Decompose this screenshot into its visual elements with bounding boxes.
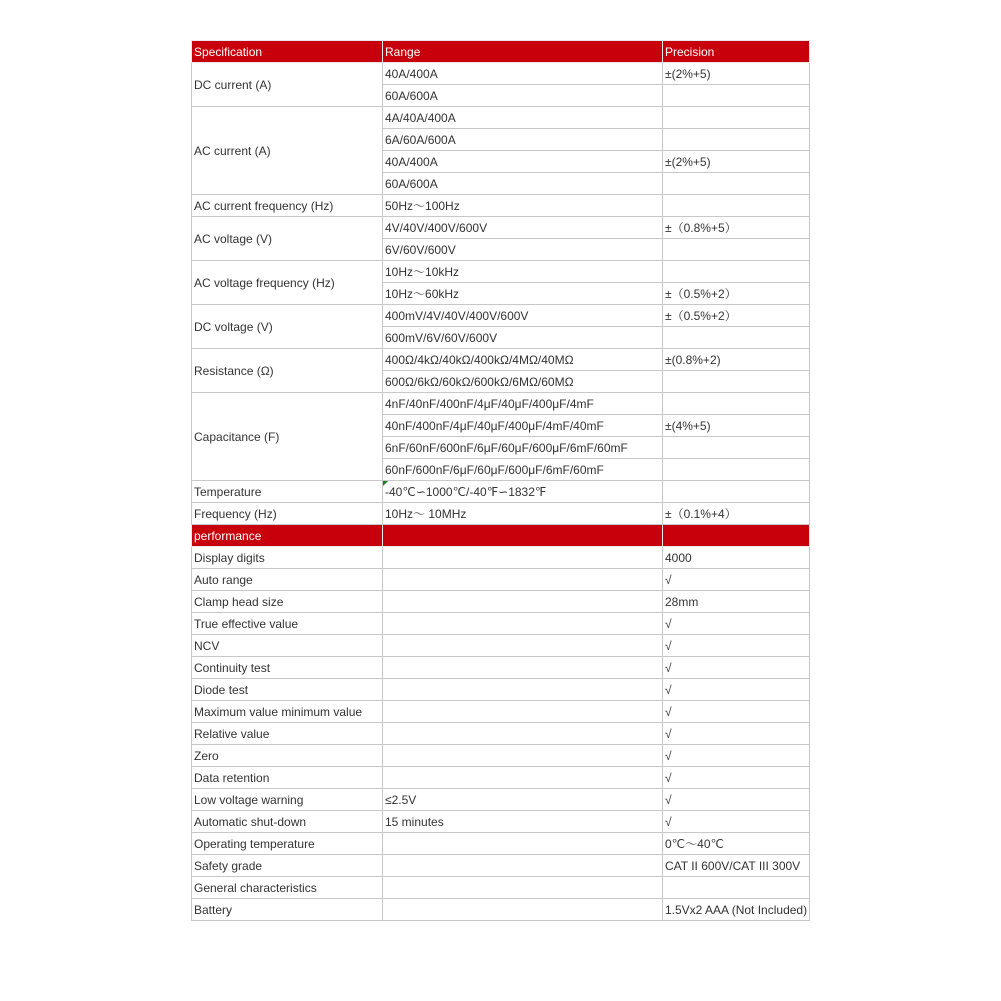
range-cell: 6A/60A/600A xyxy=(383,129,663,151)
range-cell: 4nF/40nF/400nF/4μF/40μF/400μF/4mF xyxy=(383,393,663,415)
table-header-row xyxy=(192,41,810,63)
perf-label-cell: Data retention xyxy=(192,767,383,789)
range-cell: 6nF/60nF/600nF/6μF/60μF/600μF/6mF/60mF xyxy=(383,437,663,459)
table-row xyxy=(192,305,810,327)
spec-label-dc-voltage: DC voltage (V) xyxy=(192,305,383,349)
table-row xyxy=(192,679,810,701)
precision-cell: ±（0.1%+4） xyxy=(663,503,810,525)
table-row xyxy=(192,723,810,745)
header-empty-cell xyxy=(663,525,810,547)
perf-range-cell xyxy=(383,635,663,657)
perf-label-cell: Auto range xyxy=(192,569,383,591)
performance-header-row xyxy=(192,525,810,547)
perf-value-cell: √ xyxy=(663,635,810,657)
spec-label-ac-voltage-frequency: AC voltage frequency (Hz) xyxy=(192,261,383,305)
header-specification: Specification xyxy=(192,41,383,63)
range-cell: 40nF/400nF/4μF/40μF/400μF/4mF/40mF xyxy=(383,415,663,437)
perf-value-cell: √ xyxy=(663,789,810,811)
table-row xyxy=(192,899,810,921)
perf-range-cell xyxy=(383,723,663,745)
perf-label-cell: Clamp head size xyxy=(192,591,383,613)
precision-cell: ±（0.5%+2） xyxy=(663,283,810,305)
perf-value-cell: √ xyxy=(663,679,810,701)
precision-cell xyxy=(663,239,810,261)
perf-label-cell: Maximum value minimum value xyxy=(192,701,383,723)
precision-cell xyxy=(663,107,810,129)
table-row xyxy=(192,701,810,723)
range-cell: 60A/600A xyxy=(383,85,663,107)
perf-value-cell: CAT II 600V/CAT III 300V xyxy=(663,855,810,877)
range-cell: 50Hz～100Hz xyxy=(383,195,663,217)
spec-label-ac-current: AC current (A) xyxy=(192,107,383,195)
perf-value-cell: √ xyxy=(663,767,810,789)
perf-range-cell xyxy=(383,547,663,569)
precision-cell: ±（0.5%+2） xyxy=(663,305,810,327)
perf-range-cell xyxy=(383,877,663,899)
perf-label-cell: Relative value xyxy=(192,723,383,745)
perf-value-cell: √ xyxy=(663,745,810,767)
perf-value-cell xyxy=(663,877,810,899)
perf-label-cell: Battery xyxy=(192,899,383,921)
perf-range-cell xyxy=(383,701,663,723)
table-row xyxy=(192,217,810,239)
perf-range-cell xyxy=(383,745,663,767)
table-row xyxy=(192,635,810,657)
spec-label-frequency: Frequency (Hz) xyxy=(192,503,383,525)
precision-cell xyxy=(663,481,810,503)
range-cell: 10Hz～10kHz xyxy=(383,261,663,283)
spec-label-capacitance: Capacitance (F) xyxy=(192,393,383,481)
perf-range-cell xyxy=(383,591,663,613)
perf-range-cell xyxy=(383,855,663,877)
table-row xyxy=(192,569,810,591)
perf-label-cell: True effective value xyxy=(192,613,383,635)
table-row xyxy=(192,261,810,283)
perf-range-cell xyxy=(383,657,663,679)
precision-cell xyxy=(663,459,810,481)
table-row xyxy=(192,811,810,833)
precision-cell: ±(2%+5) xyxy=(663,63,810,85)
table-row xyxy=(192,767,810,789)
performance-header: performance xyxy=(192,525,383,547)
table-row xyxy=(192,481,810,503)
range-cell: 400mV/4V/40V/400V/600V xyxy=(383,305,663,327)
range-cell: 6V/60V/600V xyxy=(383,239,663,261)
range-cell: 600Ω/6kΩ/60kΩ/600kΩ/6MΩ/60MΩ xyxy=(383,371,663,393)
table-row xyxy=(192,393,810,415)
precision-cell xyxy=(663,327,810,349)
perf-label-cell: Zero xyxy=(192,745,383,767)
range-cell: 40A/400A xyxy=(383,63,663,85)
table-row xyxy=(192,745,810,767)
range-cell: 40A/400A xyxy=(383,151,663,173)
range-cell: 10Hz～60kHz xyxy=(383,283,663,305)
table-row xyxy=(192,195,810,217)
perf-range-cell xyxy=(383,569,663,591)
precision-cell: ±(0.8%+2) xyxy=(663,349,810,371)
perf-range-cell: 15 minutes xyxy=(383,811,663,833)
spec-label-resistance: Resistance (Ω) xyxy=(192,349,383,393)
table-row xyxy=(192,107,810,129)
table-row xyxy=(192,877,810,899)
perf-range-cell xyxy=(383,833,663,855)
range-cell: 600mV/6V/60V/600V xyxy=(383,327,663,349)
perf-value-cell: √ xyxy=(663,569,810,591)
range-cell: 10Hz～ 10MHz xyxy=(383,503,663,525)
perf-value-cell: √ xyxy=(663,657,810,679)
perf-value-cell: √ xyxy=(663,701,810,723)
table-row xyxy=(192,789,810,811)
precision-cell xyxy=(663,261,810,283)
perf-value-cell: 0℃～40℃ xyxy=(663,833,810,855)
precision-cell xyxy=(663,371,810,393)
specification-table xyxy=(191,40,810,921)
range-cell: 400Ω/4kΩ/40kΩ/400kΩ/4MΩ/40MΩ xyxy=(383,349,663,371)
perf-label-cell: Continuity test xyxy=(192,657,383,679)
table-row xyxy=(192,657,810,679)
precision-cell: ±(4%+5) xyxy=(663,415,810,437)
perf-label-cell: Automatic shut-down xyxy=(192,811,383,833)
perf-value-cell: √ xyxy=(663,613,810,635)
perf-label-cell: NCV xyxy=(192,635,383,657)
range-cell: 4V/40V/400V/600V xyxy=(383,217,663,239)
perf-value-cell: √ xyxy=(663,811,810,833)
header-range: Range xyxy=(383,41,663,63)
range-cell: -40℃∽1000℃/-40℉∽1832℉ xyxy=(383,481,663,503)
performance-section xyxy=(192,547,810,921)
perf-range-cell xyxy=(383,767,663,789)
spec-label-dc-current: DC current (A) xyxy=(192,63,383,107)
table-row xyxy=(192,591,810,613)
perf-value-cell: 1.5Vx2 AAA (Not Included) xyxy=(663,899,810,921)
precision-cell: ±(2%+5) xyxy=(663,151,810,173)
table-row xyxy=(192,349,810,371)
header-empty-cell xyxy=(383,525,663,547)
spec-label-ac-voltage: AC voltage (V) xyxy=(192,217,383,261)
perf-value-cell: 28mm xyxy=(663,591,810,613)
range-cell: 4A/40A/400A xyxy=(383,107,663,129)
header-precision: Precision xyxy=(663,41,810,63)
precision-cell xyxy=(663,437,810,459)
perf-range-cell xyxy=(383,679,663,701)
perf-label-cell: Display digits xyxy=(192,547,383,569)
precision-cell xyxy=(663,195,810,217)
precision-cell: ±（0.8%+5） xyxy=(663,217,810,239)
spec-label-ac-current-frequency: AC current frequency (Hz) xyxy=(192,195,383,217)
perf-label-cell: Safety grade xyxy=(192,855,383,877)
perf-value-cell: 4000 xyxy=(663,547,810,569)
table-row xyxy=(192,613,810,635)
precision-cell xyxy=(663,129,810,151)
perf-range-cell xyxy=(383,613,663,635)
perf-range-cell xyxy=(383,899,663,921)
range-cell: 60nF/600nF/6μF/60μF/600μF/6mF/60mF xyxy=(383,459,663,481)
precision-cell xyxy=(663,393,810,415)
precision-cell xyxy=(663,85,810,107)
perf-label-cell: Operating temperature xyxy=(192,833,383,855)
table-row xyxy=(192,547,810,569)
perf-label-cell: Low voltage warning xyxy=(192,789,383,811)
perf-label-cell: General characteristics xyxy=(192,877,383,899)
perf-range-cell: ≤2.5V xyxy=(383,789,663,811)
perf-value-cell: √ xyxy=(663,723,810,745)
spec-label-temperature: Temperature xyxy=(192,481,383,503)
perf-label-cell: Diode test xyxy=(192,679,383,701)
table-row xyxy=(192,503,810,525)
table-row xyxy=(192,63,810,85)
table-row xyxy=(192,833,810,855)
precision-cell xyxy=(663,173,810,195)
table-row xyxy=(192,855,810,877)
range-cell: 60A/600A xyxy=(383,173,663,195)
